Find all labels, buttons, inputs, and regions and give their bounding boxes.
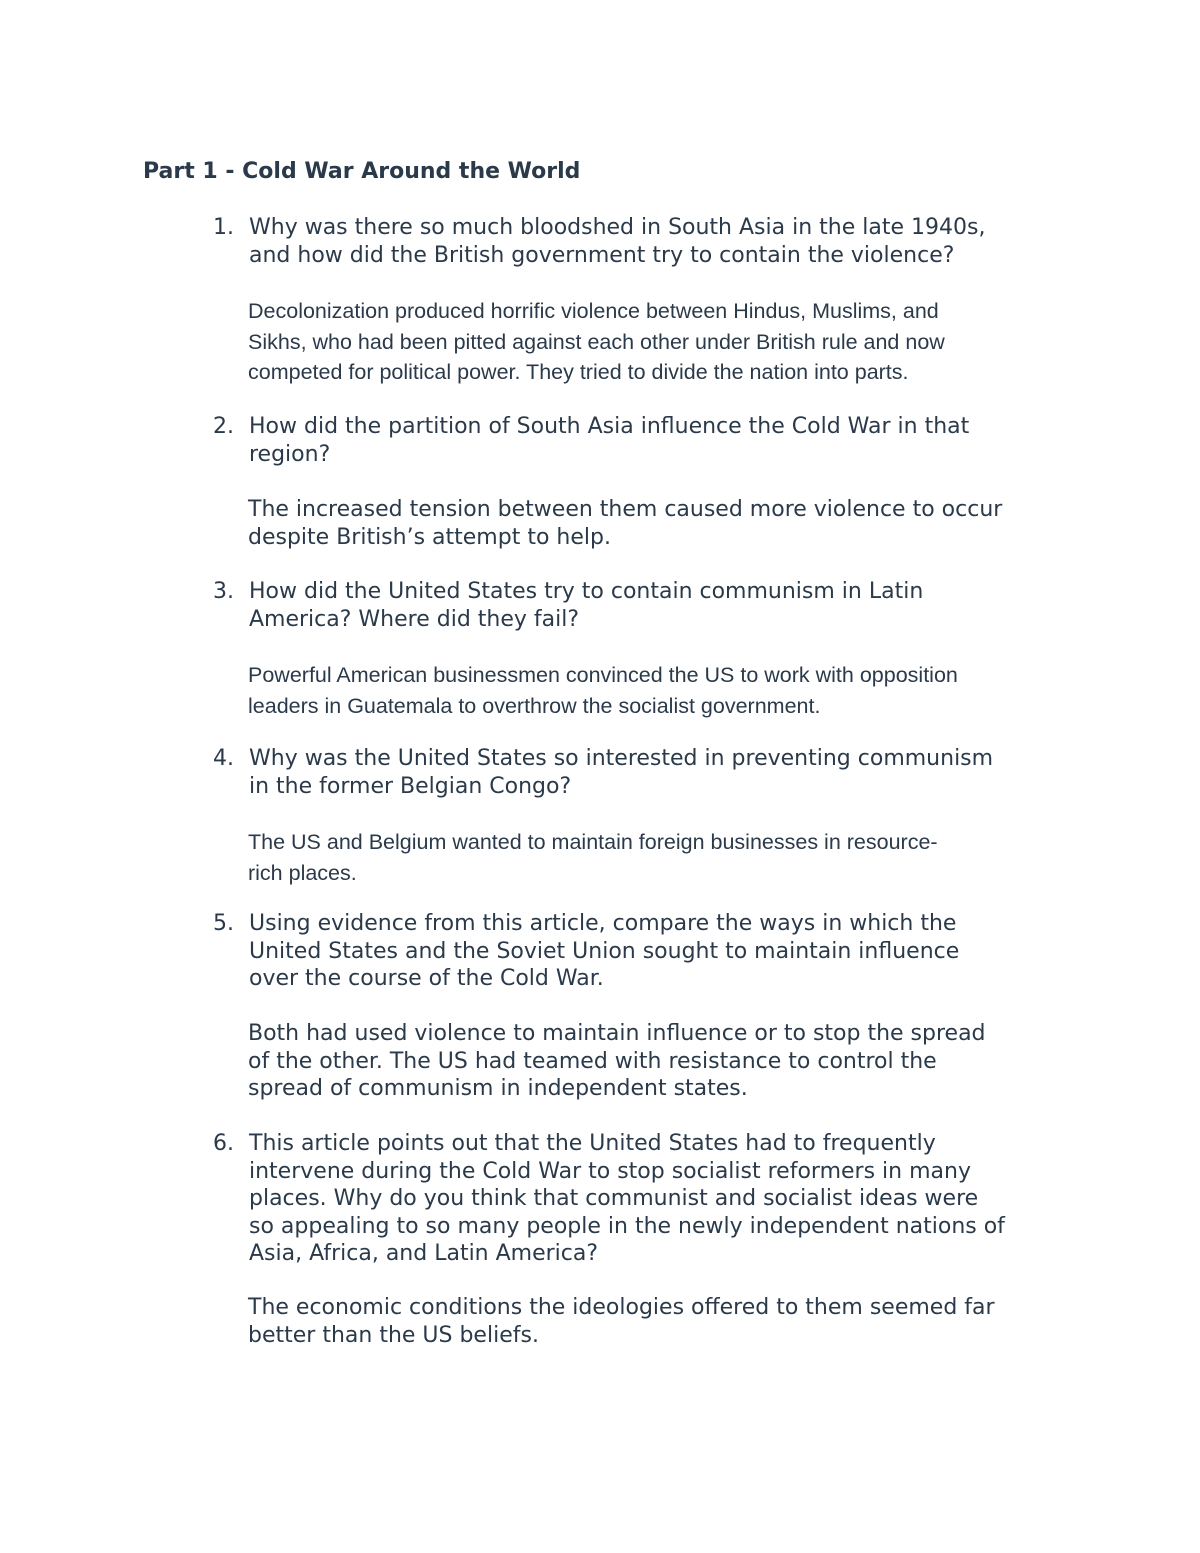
question-line: This article points out that the United States had to frequently xyxy=(249,1131,936,1156)
answer-line: of the other. The US had teamed with resistance to control the xyxy=(248,1048,937,1074)
page-title: Part 1 - Cold War Around the World xyxy=(143,159,581,184)
question-line: in the former Belgian Congo? xyxy=(249,773,572,799)
question-line: intervene during the Cold War to stop socialist reformers in many xyxy=(249,1158,971,1184)
answer-text xyxy=(248,496,1078,551)
question-text xyxy=(249,578,1079,633)
answer-line: Both had used violence to maintain influence or to stop the spread xyxy=(248,1021,986,1046)
question-line: United States and the Soviet Union sought to maintain influence xyxy=(249,938,960,964)
question-line: How did the partition of South Asia influence the Cold War in that xyxy=(249,414,970,439)
answer-line: Powerful American businessmen convinced the US to work with opposition xyxy=(248,663,958,687)
answer-text xyxy=(248,1294,1078,1349)
answer-line: Decolonization produced horrific violence between Hindus, Muslims, and xyxy=(248,299,939,323)
answer-text xyxy=(248,827,1078,888)
item-number: 6. xyxy=(213,1131,234,1156)
question-text xyxy=(249,214,1079,269)
question-line: Why was there so much bloodshed in South Asia in the late 1940s, xyxy=(249,215,986,240)
question-line: How did the United States try to contain communism in Latin xyxy=(249,579,924,604)
question-text xyxy=(249,413,1079,468)
question-line: Using evidence from this article, compare the ways in which the xyxy=(249,911,957,936)
question-line: region? xyxy=(249,441,331,467)
answer-line: leaders in Guatemala to overthrow the socialist government. xyxy=(248,693,821,718)
item-number: 2. xyxy=(213,414,234,439)
question-line: Asia, Africa, and Latin America? xyxy=(249,1241,599,1266)
answer-text xyxy=(248,660,1078,721)
answer-line: Sikhs, who had been pitted against each other under British rule and now xyxy=(248,329,945,354)
question-line: places. Why do you think that communist and socialist ideas were xyxy=(249,1186,979,1211)
question-line: America? Where did they fail? xyxy=(249,606,580,632)
question-text xyxy=(249,910,1079,993)
answer-line: The US and Belgium wanted to maintain foreign businesses in resource- xyxy=(248,830,938,854)
answer-line: competed for political power. They tried to divide the nation into parts. xyxy=(248,360,909,384)
answer-text xyxy=(248,1020,1078,1103)
item-number: 3. xyxy=(213,579,234,604)
question-text xyxy=(249,1130,1079,1268)
item-number: 1. xyxy=(213,215,234,240)
answer-line: better than the US beliefs. xyxy=(248,1322,539,1348)
answer-line: The economic conditions the ideologies offered to them seemed far xyxy=(248,1295,995,1320)
answer-line: despite British’s attempt to help. xyxy=(248,524,611,550)
answer-line: spread of communism in independent states. xyxy=(248,1076,748,1101)
question-line: so appealing to so many people in the newly independent nations of xyxy=(249,1213,1005,1239)
question-line: and how did the British government try to contain the violence? xyxy=(249,242,955,268)
answer-text xyxy=(248,296,1078,388)
answer-line: The increased tension between them caused more violence to occur xyxy=(248,497,1003,522)
item-number: 5. xyxy=(213,911,234,936)
answer-line: rich places. xyxy=(248,860,357,885)
question-text xyxy=(249,745,1079,800)
question-line: over the course of the Cold War. xyxy=(249,966,604,991)
question-line: Why was the United States so interested in preventing communism xyxy=(249,746,994,771)
item-number: 4. xyxy=(213,746,234,771)
